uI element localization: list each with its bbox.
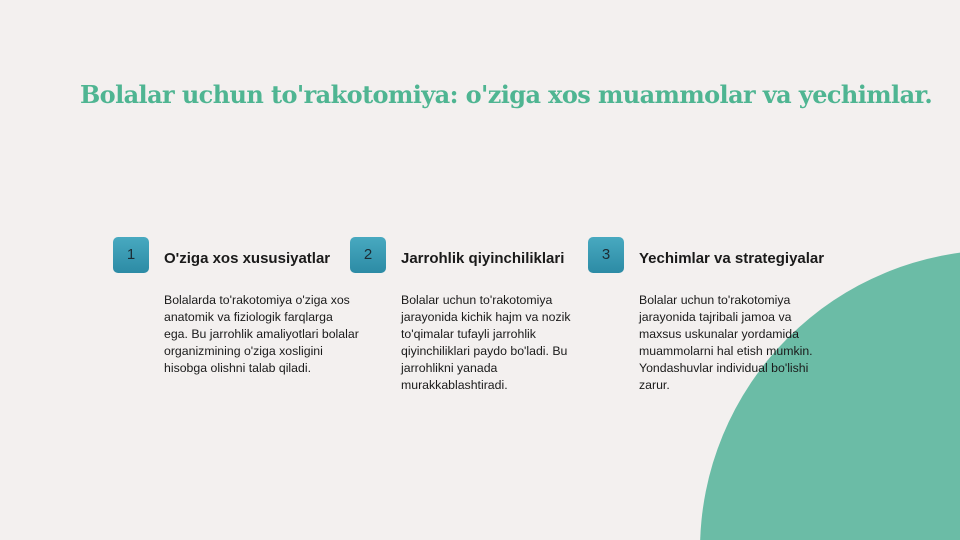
column-text: Bolalar uchun to'rakotomiya jarayonida kichik hajm va nozik to'qimalar tufayli jarrohlik qiyinchiliklari paydo bo'ladi. Bu jarrohlikni yanada murakkablashtiradi. (401, 293, 571, 393)
slide-title: Bolalar uchun to'rakotomiya: o'ziga xos muammolar va yechimlar. (80, 80, 933, 109)
column-heading: O'ziga xos xususiyatlar (164, 250, 331, 267)
column-surgical-challenges (350, 237, 570, 437)
number-badge: 1 (113, 237, 149, 273)
column-text: Bolalarda to'rakotomiya o'ziga xos anatomik va fiziologik farqlarga ega. Bu jarrohlik amaliyotlari bolalar organizmining o'ziga xosligini hisobga olishni talab qiladi. (164, 293, 359, 376)
number-badge: 3 (588, 237, 624, 273)
column-heading: Jarrohlik qiyinchiliklari (401, 250, 565, 267)
number-badge: 2 (350, 237, 386, 273)
column-solutions (588, 237, 825, 437)
column-unique-features (113, 237, 359, 437)
column-heading: Yechimlar va strategiyalar (639, 250, 825, 267)
column-text: Bolalar uchun to'rakotomiya jarayonida tajribali jamoa va maxsus uskunalar yordamida muammolarni hal etish mumkin. Yondashuvlar individual bo'lishi zarur. (639, 293, 813, 393)
